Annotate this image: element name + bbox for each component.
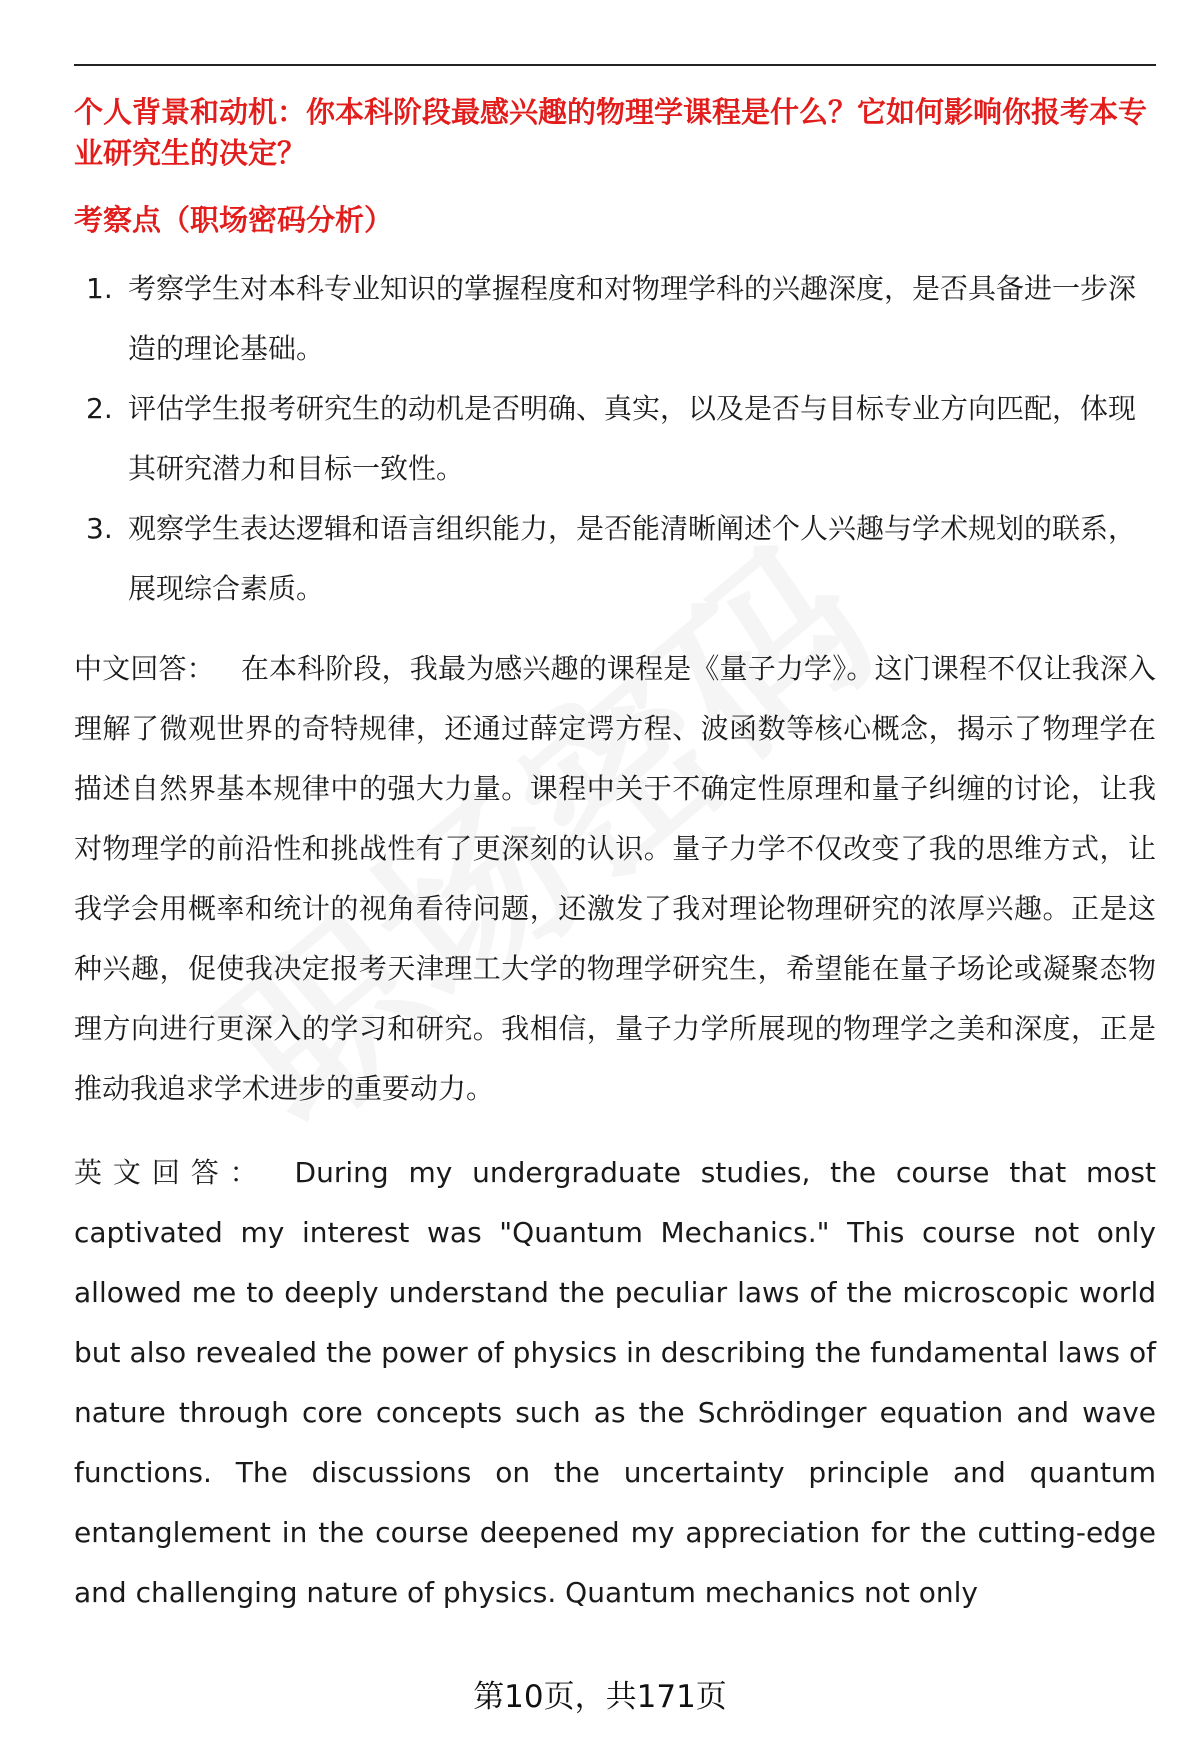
list-item-text: 评估学生报考研究生的动机是否明确、真实，以及是否与目标专业方向匹配，体现其研究潜力和目标一致性。	[128, 392, 1137, 485]
list-item	[74, 379, 1156, 499]
english-answer-label: 英文回答：	[74, 1156, 269, 1189]
english-answer	[74, 1143, 1156, 1623]
list-item-text: 观察学生表达逻辑和语言组织能力，是否能清晰阐述个人兴趣与学术规划的联系，展现综合素质。	[128, 512, 1137, 605]
top-divider	[74, 64, 1156, 66]
chinese-answer	[74, 639, 1156, 1119]
chinese-answer-text: 在本科阶段，我最为感兴趣的课程是《量子力学》。这门课程不仅让我深入理解了微观世界的奇特规律，还通过薛定谔方程、波函数等核心概念，揭示了物理学在描述自然界基本规律中的强大力量。课程中关于不确定性原理和量子纠缠的讨论，让我对物理学的前沿性和挑战性有了更深刻的认识。量子力学不仅改变了我的思维方式，让我学会用概率和统计的视角看待问题，还激发了我对理论物理研究的浓厚兴趣。正是这种兴趣，促使我决定报考天津理工大学的物理学研究生，希望能在量子场论或凝聚态物理方向进行更深入的学习和研究。我相信，量子力学所展现的物理学之美和深度，正是推动我追求学术进步的重要动力。	[74, 652, 1156, 1105]
assessment-points-list	[74, 259, 1156, 619]
section-heading: 考察点（职场密码分析）	[74, 203, 394, 237]
page-content	[74, 92, 1156, 1623]
list-item-number: 3.	[86, 512, 113, 545]
list-item-text: 考察学生对本科专业知识的掌握程度和对物理学科的兴趣深度，是否具备进一步深造的理论基础。	[128, 272, 1137, 365]
english-answer-text: During my undergraduate studies, the course that most captivated my interest was "Quantum Mechanics." This course not only allowed me to deeply understand the peculiar laws of the microscopic world but also revealed the power of physics in describing the fundamental laws of nature through core concepts such as the Schrödinger equation and wave functions. The discussions on the uncertainty principle and quantum entanglement in the course deepened my appreciation for the cutting-edge and challenging nature of physics. Quantum mechanics not only	[74, 1156, 1156, 1609]
list-item-number: 1.	[86, 272, 113, 305]
list-item	[74, 259, 1156, 379]
page-number-footer: 第10页，共171页	[473, 1679, 727, 1715]
question-heading: 个人背景和动机：你本科阶段最感兴趣的物理学课程是什么？它如何影响你报考本专业研究生的决定？	[74, 95, 1148, 170]
list-item-number: 2.	[86, 392, 113, 425]
list-item	[74, 499, 1156, 619]
chinese-answer-label: 中文回答：	[74, 652, 215, 685]
